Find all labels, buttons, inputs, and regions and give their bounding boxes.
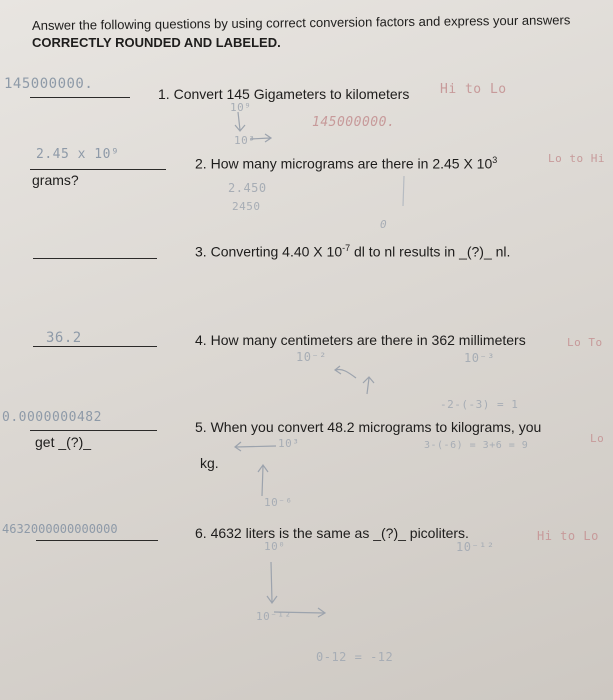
stray-pencil-stroke bbox=[403, 176, 404, 206]
question-1-text: Convert 145 Gigameters to kilometers bbox=[173, 86, 410, 102]
q2-work-1: 2.450 bbox=[228, 181, 267, 195]
question-6-number: 6. bbox=[195, 525, 207, 541]
q5-exponent-bottom: 10⁻⁶ bbox=[264, 496, 293, 509]
answer-5-handwritten: 0.0000000482 bbox=[2, 410, 102, 425]
question-2-number: 2. bbox=[195, 155, 207, 172]
q2-lo-to-hi-note: Lo to Hi bbox=[548, 152, 605, 165]
q4-exponent-left: 10⁻² bbox=[296, 350, 327, 364]
answer-4-handwritten: 36.2 bbox=[46, 330, 82, 346]
q1-exponent-top: 10⁹ bbox=[230, 101, 252, 114]
q4-curve-arrow-icon bbox=[335, 366, 356, 378]
q3-mark: 0 bbox=[380, 218, 388, 231]
q6-work: 0-12 = -12 bbox=[316, 650, 394, 664]
question-4-text: How many centimeters are there in 362 millimeters bbox=[210, 332, 526, 348]
question-2-exponent: 3 bbox=[492, 155, 498, 165]
question-4-number: 4. bbox=[195, 332, 207, 348]
q4-work: -2-(-3) = 1 bbox=[440, 398, 519, 411]
q1-exponent-bottom: 10³ bbox=[234, 134, 256, 147]
answer-1-handwritten: 145000000. bbox=[4, 76, 94, 92]
question-1-number: 1. bbox=[158, 86, 170, 102]
question-6-text: 4632 liters is the same as _(?)_ picoliters. bbox=[210, 525, 469, 541]
q6-exponent-left: 10⁰ bbox=[264, 540, 286, 553]
q6-right-arrow-icon bbox=[274, 608, 325, 617]
q5-lo-note: Lo bbox=[590, 432, 605, 445]
question-3-exponent: -7 bbox=[342, 243, 351, 253]
q1-work: 145000000. bbox=[312, 115, 396, 130]
question-3-text-end: dl to nl results in _(?)_ nl. bbox=[350, 243, 511, 260]
question-3-number: 3. bbox=[195, 243, 207, 260]
question-5-number: 5. bbox=[195, 419, 207, 435]
question-3-text: Converting 4.40 X 10 bbox=[210, 243, 343, 260]
q5-up-arrow-icon bbox=[258, 465, 268, 496]
q6-exponent-right: 10⁻¹² bbox=[456, 540, 495, 554]
question-2-continuation: grams? bbox=[32, 172, 79, 188]
q1-down-arrow-icon bbox=[235, 112, 245, 131]
answer-2-handwritten: 2.45 x 10⁹ bbox=[36, 147, 120, 162]
q4-up-arrow-icon bbox=[363, 377, 374, 394]
question-5-continuation: get _(?)_ bbox=[35, 434, 92, 450]
q6-exponent-bottom: 10⁻¹² bbox=[256, 610, 292, 623]
answer-6-handwritten: 4632000000000000 bbox=[2, 522, 118, 536]
instructions-line-2: CORRECTLY ROUNDED AND LABELED. bbox=[32, 35, 281, 50]
q5-work: 3-(-6) = 3+6 = 9 bbox=[424, 440, 529, 451]
q1-hi-to-lo-note: Hi to Lo bbox=[440, 82, 507, 97]
question-5-text: When you convert 48.2 micrograms to kilograms, you bbox=[210, 419, 542, 435]
q4-lo-to-note: Lo To bbox=[567, 336, 603, 349]
question-5-unit: kg. bbox=[200, 455, 219, 471]
instructions-line-1: Answer the following questions by using correct conversion factors and express your answers bbox=[31, 12, 571, 33]
q5-left-arrow-icon bbox=[235, 442, 276, 451]
q5-exponent: 10³ bbox=[278, 437, 300, 450]
q6-hi-to-lo-note: Hi to Lo bbox=[537, 529, 599, 543]
q2-work-2: 2450 bbox=[232, 200, 261, 213]
q1-right-arrow-icon bbox=[250, 134, 271, 142]
question-2-text: How many micrograms are there in 2.45 X 10 bbox=[210, 155, 493, 172]
q6-down-arrow-icon bbox=[267, 562, 277, 603]
q4-exponent-right: 10⁻³ bbox=[464, 351, 495, 365]
